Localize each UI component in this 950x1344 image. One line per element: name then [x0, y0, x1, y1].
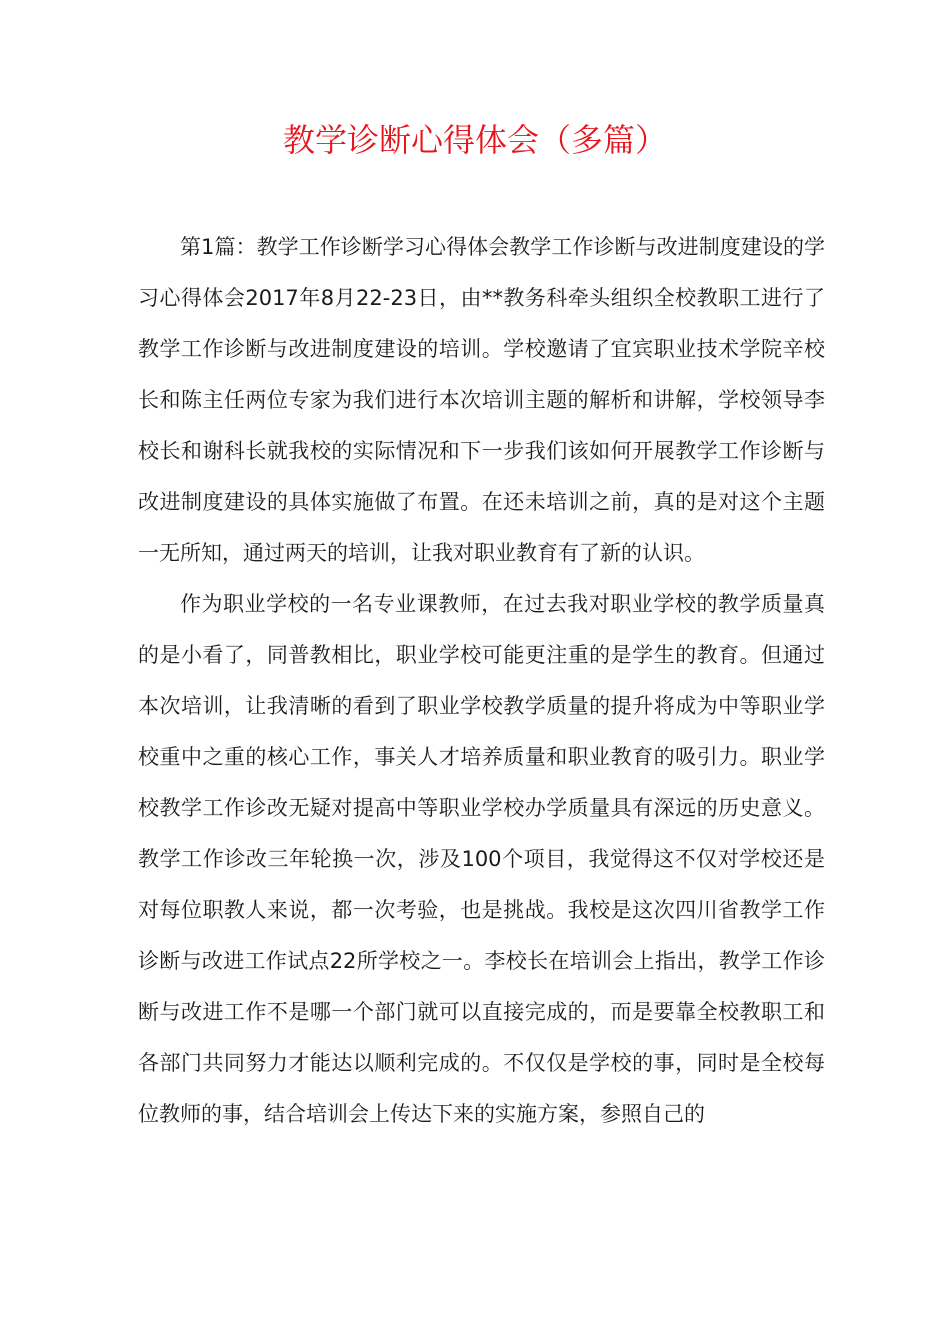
paragraph-2: 作为职业学校的一名专业课教师，在过去我对职业学校的教学质量真的是小看了，同普教相比，职业学校可能更注重的是学生的教育。但通过本次培训，让我清晰的看到了职业学校教学质量的提升将成为中等职业学校重中之重的核心工作，事关人才培养质量和职业教育的吸引力。职业学校教学工作诊改无疑对提高中等职业学校办学质量具有深远的历史意义。教学工作诊改三年轮换一次，涉及100个项目，我觉得这不仅对学校还是对每位职教人来说，都一次考验，也是挑战。我校是这次四川省教学工作诊断与改进工作试点22所学校之一。李校长在培训会上指出，教学工作诊断与改进工作不是哪一个部门就可以直接完成的，而是要靠全校教职工和各部门共同努力才能达以顺利完成的。不仅仅是学校的事，同时是全校每位教师的事，结合培训会上传达下来的实施方案，参照自己的	[138, 592, 825, 1126]
document-body	[138, 222, 825, 1140]
document-title: 教学诊断心得体会（多篇）	[282, 121, 667, 159]
paragraph-1: 第1篇：教学工作诊断学习心得体会教学工作诊断与改进制度建设的学习心得体会2017年8月22-23日，由**教务科牵头组织全校教职工进行了教学工作诊断与改进制度建设的培训。学校邀请了宜宾职业技术学院辛校长和陈主任两位专家为我们进行本次培训主题的解析和讲解，学校领导李校长和谢科长就我校的实际情况和下一步我们该如何开展教学工作诊断与改进制度建设的具体实施做了布置。在还未培训之前，真的是对这个主题一无所知，通过两天的培训，让我对职业教育有了新的认识。	[138, 235, 825, 565]
